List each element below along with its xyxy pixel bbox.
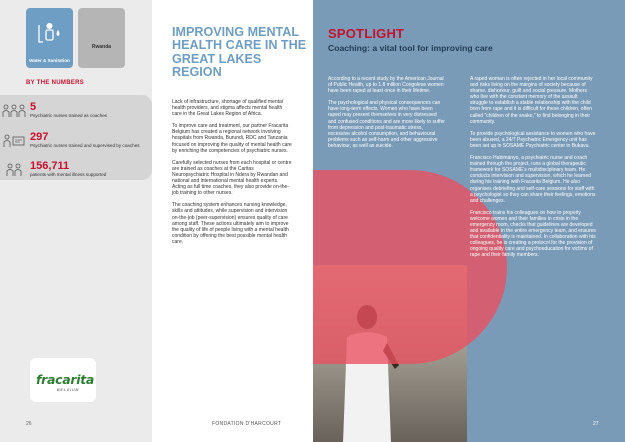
country-label: Rwanda [91, 44, 112, 50]
article-paragraph: Lack of infrastructure, shortage of qualified mental health providers, and stigma affects mental health care in the Great Lakes Region of Africa. [172, 99, 283, 118]
stat-item [30, 102, 148, 119]
spotlight-subtitle: Coaching: a vital tool for improving care [328, 43, 493, 53]
spotlight-paragraph: Francisco Habimanyo, a psychiatric nurse and coach trained through the project, runs a global therapeutic framework for SOSAME's multidisciplinary team. He conducts intervision and supervision, which he learned during his training with Fracarita Belgium. He also organises debriefing and self-care sessions for staff with a psychologist so they can share their feelings, emotions and challenges. [470, 155, 596, 204]
article-body [172, 99, 292, 251]
water-sanitation-label: Water & Sanitation [29, 58, 70, 63]
logo-subtitle: BELGIUM [57, 388, 80, 392]
spotlight-paragraph: According to a recent study by the American Journal of Public Health, up to 1.8 million Congolese women have been raped at least once in their lifetime. [328, 76, 444, 95]
spotlight-paragraph: To provide psychological assistance to women who have been abused, a 24/7 Psychiatric Emergency unit has been set up in SOSAME Psychiatric center in Bukavu. [470, 130, 596, 149]
page-number-right: 27 [593, 421, 599, 427]
patients-icon [2, 163, 26, 177]
spotlight-title: SPOTLIGHT [328, 26, 405, 41]
article-paragraph: To improve care and treatment, our partner Fracarita Belgium has created a regional network involving hospitals from Rwanda, Burundi, RDC and Tanzania focused on improving the quality of mental health care by enriching the competencies of psychiatric nurses. [172, 123, 292, 154]
spotlight-paragraph: The psychological and physical consequences can have long-term effects. Women who have been raped may present themselves in very distressed and confused conditions and are more likely to suffer from depression and post-traumatic stress, excessive alcohol consumption, and behavioural problems such as self-harm and other aggressive behaviour, as well as suicide. [328, 100, 445, 149]
water-sanitation-badge [26, 8, 73, 68]
water-person-icon [37, 22, 62, 46]
article-paragraph: The coaching system enhances nursing knowledge, skills and attitudes, while supervision and intervision on-the-job (peer-supervision) ensures quality of care among staff. These actions ultimately aim to improve the quality of life of people living with a mental health condition by offering the best possible mental health care. [172, 202, 289, 245]
coach-nurses-icon [2, 134, 26, 148]
footer-publisher: FONDATION D'HARCOURT [212, 421, 282, 427]
fracarita-logo [30, 358, 96, 402]
sidebar [0, 0, 152, 442]
by-numbers-heading: BY THE NUMBERS [26, 80, 85, 86]
stats-panel [0, 95, 152, 180]
nurses-icon [2, 104, 26, 118]
stat-number: 297 [30, 131, 49, 143]
spotlight-paragraph: A raped woman is often rejected in her local community and risks living on the margins of society because of shame, dishonour, guilt and social pressure. Mothers who live with the constant memory of the assault struggle to establish a stable relationship with the child born from rape and it is difficult for these children, often called "children of the snake," to find belonging in their community. [470, 76, 593, 125]
spotlight-column-1 [328, 76, 446, 155]
article-paragraph: Carefully selected nurses from each hospital or centre are trained as coaches at the Caritas Neuropsychiatric Hospital in Ndera by Rwandan and national and international mental health experts. Acting as full time coaches, they also provide on-the-job training to other nurses. [172, 159, 292, 197]
stat-number: 156,711 [30, 160, 70, 172]
spotlight-paragraph: Francisco trains his colleagues on how to properly welcome women and their families in crisis in the emergency room, checks that guidelines are developed and available in the entire emergency team, and ensures that confidentiality is maintained. In collaboration with his colleagues, he is creating a protocol for the provision of ongoing quality care and psychoeducation for victims of rape and their family members. [470, 209, 596, 259]
stat-text: Psychiatric nurses trained and supervised by coaches [30, 143, 140, 148]
country-badge [78, 8, 125, 68]
page-number-left: 26 [26, 421, 32, 427]
stat-number: 5 [30, 101, 37, 113]
article-title: IMPROVING MENTAL HEALTH CARE IN THE GREAT LAKES REGION [172, 25, 307, 80]
logo-wordmark: fracarita [36, 372, 95, 387]
spotlight-column-2 [470, 76, 596, 265]
stat-item [30, 132, 148, 149]
stat-text: patients with mental illness supported [30, 172, 107, 177]
stat-text: Psychiatric nurses trained as coaches [30, 113, 108, 118]
stat-item [30, 161, 148, 178]
